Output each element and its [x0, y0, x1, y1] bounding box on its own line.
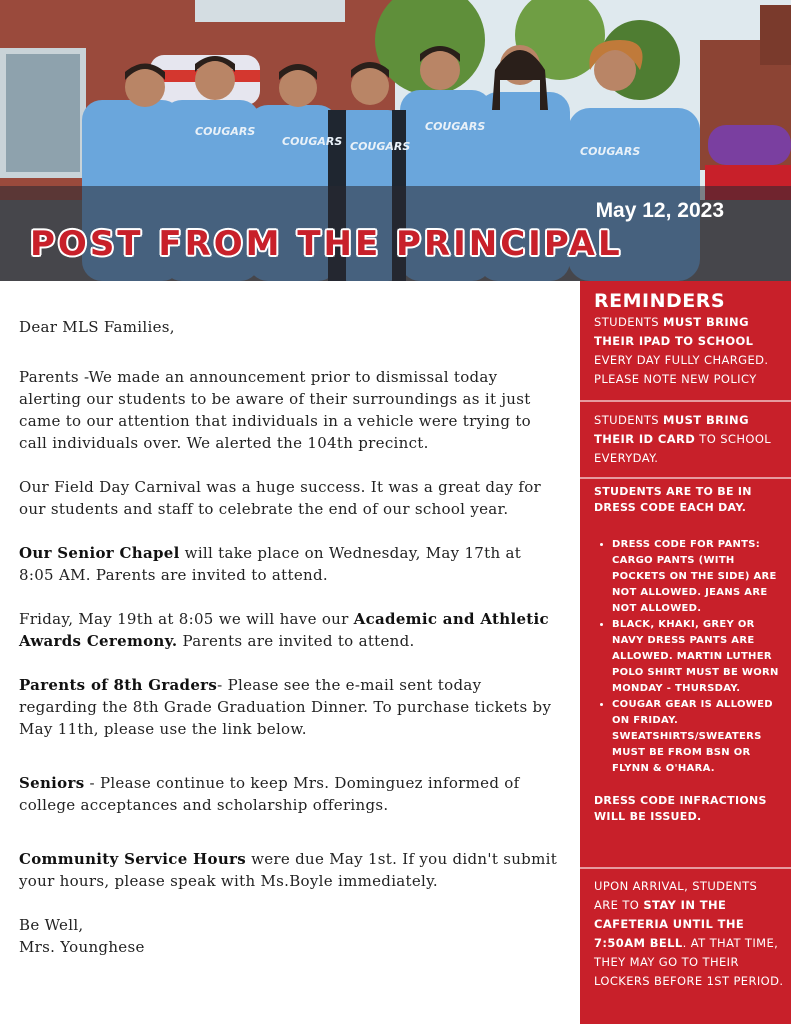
sidebar-divider [580, 867, 791, 869]
letter-closing: Be Well, [19, 916, 84, 934]
list-item: • COUGAR GEAR IS ALLOWED ON FRIDAY. SWEATSHIRTS/SWEATERS MUST BE FROM BSN OR FLYNN & O'HARA. [612, 697, 784, 777]
letter-paragraph-field-day: Our Field Day Carnival was a huge success. It was a great day for our students and staff to celebrate the end of our school year. [19, 478, 541, 518]
letter-paragraph-awards: Friday, May 19th at 8:05 we will have our Academic and Athletic Awards Ceremony. Parents are invited to attend. [19, 610, 549, 650]
seniors-heading: Seniors [19, 774, 85, 792]
letter-greeting: Dear MLS Families, [19, 318, 175, 336]
dress-code-infractions: DRESS CODE INFRACTIONS WILL BE ISSUED. [594, 794, 767, 823]
reminder-dress-code [594, 484, 784, 825]
newsletter-date: May 12, 2023 [595, 199, 724, 222]
reminder-ipad: REMINDERS STUDENTS MUST BRING THEIR IPAD TO SCHOOL EVERY DAY FULLY CHARGED. PLEASE NOTE NEW POLICY [594, 289, 784, 389]
letter-signature: Mrs. Younghese [19, 938, 145, 956]
list-item: • BLACK, KHAKI, GREY OR NAVY DRESS PANTS ARE ALLOWED. MARTIN LUTHER POLO SHIRT MUST BE WORN MONDAY - THURSDAY. [612, 617, 784, 697]
svg-text:COUGARS: COUGARS [350, 140, 411, 153]
dress-code-heading: STUDENTS ARE TO BE IN DRESS CODE EACH DAY. [594, 485, 752, 514]
sidebar-divider [580, 477, 791, 479]
reminder-id-card: STUDENTS MUST BRING THEIR ID CARD TO SCHOOL EVERYDAY. [594, 413, 772, 465]
svg-text:COUGARS: COUGARS [580, 145, 641, 158]
awards-ceremony-heading: Academic and Athletic Awards Ceremony. [19, 610, 549, 650]
page-title: POST FROM THE PRINCIPAL [30, 224, 623, 264]
letter-paragraph-8th-grade: Parents of 8th Graders- Please see the e-mail sent today regarding the 8th Grade Graduation Dinner. To purchase tickets by May 11th, please use the link below. [19, 676, 552, 738]
shirt-logo-text: COUGARS [195, 125, 256, 138]
letter-paragraph-service-hours: Community Service Hours were due May 1st. If you didn't submit your hours, please speak with Ms.Boyle immediately. [19, 850, 558, 890]
svg-text:COUGARS: COUGARS [282, 135, 343, 148]
reminders-sidebar [580, 281, 791, 1024]
reminders-title: REMINDERS [594, 290, 726, 312]
8th-graders-heading: Parents of 8th Graders [19, 676, 218, 694]
letter-paragraph-safety: Parents -We made an announcement prior to dismissal today alerting our students to be aware of their surroundings as it just came to our attention that individuals in a vehicle were trying to call individuals over. We alerted the 104th precinct. [19, 368, 531, 452]
letter-paragraph-senior-chapel: Our Senior Chapel will take place on Wednesday, May 17th at 8:05 AM. Parents are invited to attend. [19, 544, 522, 584]
sidebar-divider [580, 400, 791, 402]
header-photo [0, 0, 791, 281]
list-item: • DRESS CODE FOR PANTS: CARGO PANTS (WITH POCKETS ON THE SIDE) ARE NOT ALLOWED. JEANS ARE NOT ALLOWED. [612, 537, 784, 617]
letter-paragraph-seniors: Seniors - Please continue to keep Mrs. Dominguez informed of college acceptances and scholarship offerings. [19, 774, 520, 814]
principal-letter [19, 316, 559, 958]
senior-chapel-heading: Our Senior Chapel [19, 544, 180, 562]
svg-text:COUGARS: COUGARS [425, 120, 486, 133]
dress-code-list [594, 537, 784, 777]
reminder-arrival: UPON ARRIVAL, STUDENTS ARE TO STAY IN THE CAFETERIA UNTIL THE 7:50AM BELL. AT THAT TIME, THEY MAY GO TO THEIR LOCKERS BEFORE 1ST PERIOD. [594, 879, 784, 988]
service-hours-heading: Community Service Hours [19, 850, 246, 868]
